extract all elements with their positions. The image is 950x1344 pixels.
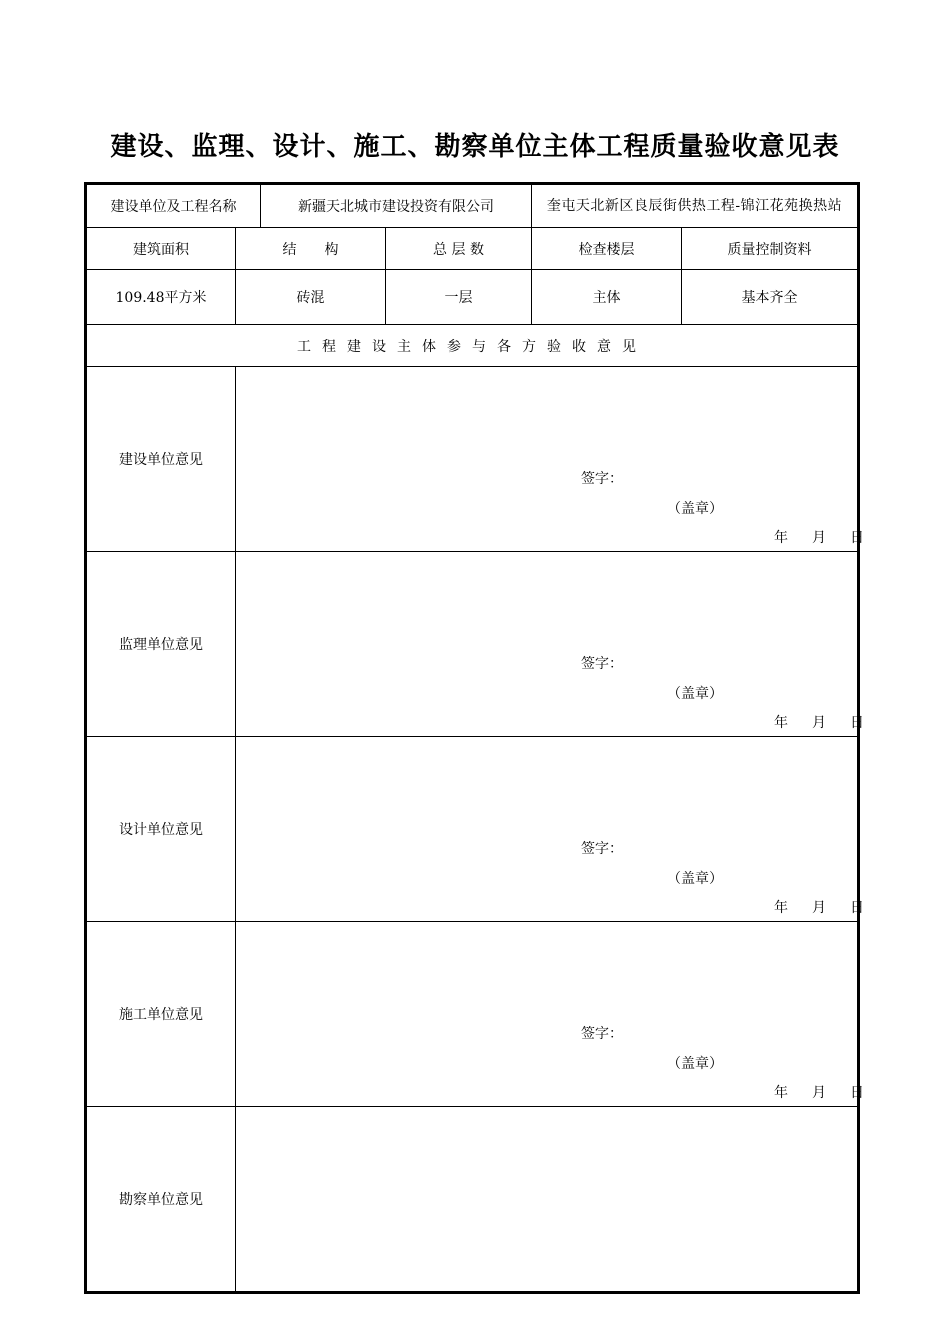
month-label: 月 — [812, 900, 826, 916]
value-area: 109.48平方米 — [87, 270, 236, 325]
month-label: 月 — [812, 530, 826, 546]
value-floors: 一层 — [386, 270, 532, 325]
seal-label: （盖章） — [667, 501, 723, 517]
seal-label: （盖章） — [667, 871, 723, 887]
header-area: 建筑面积 — [87, 228, 236, 270]
opinion-row — [87, 1107, 858, 1292]
month-label: 月 — [812, 715, 826, 731]
seal-label: （盖章） — [667, 1056, 723, 1072]
section-header: 工程建设主体参与各方验收意见 — [87, 325, 858, 367]
value-quality-docs: 基本齐全 — [682, 270, 858, 325]
opinion-label: 建设单位意见 — [87, 367, 236, 552]
unit-project-label: 建设单位及工程名称 — [87, 185, 261, 228]
day-label: 日 — [850, 1085, 864, 1101]
opinion-cell[interactable] — [236, 367, 864, 552]
opinion-cell[interactable] — [236, 552, 864, 737]
opinion-cell[interactable] — [236, 1107, 858, 1292]
opinion-label: 勘察单位意见 — [87, 1107, 236, 1292]
year-label: 年 — [774, 900, 788, 916]
sign-label: 签字： — [581, 471, 623, 487]
year-label: 年 — [774, 1085, 788, 1101]
month-label: 月 — [812, 1085, 826, 1101]
sign-label: 签字： — [581, 656, 623, 672]
opinion-cell[interactable] — [236, 922, 864, 1107]
opinion-row — [87, 737, 858, 922]
date-label — [774, 712, 864, 732]
opinion-label: 监理单位意见 — [87, 552, 236, 737]
header-inspected-floor: 检查楼层 — [532, 228, 682, 270]
day-label: 日 — [850, 900, 864, 916]
date-label — [774, 527, 864, 547]
date-label — [774, 1082, 864, 1102]
day-label: 日 — [850, 530, 864, 546]
opinion-row — [87, 367, 858, 552]
table-row — [87, 325, 858, 367]
header-floors: 总 层 数 — [386, 228, 532, 270]
day-label: 日 — [850, 715, 864, 731]
opinion-label: 设计单位意见 — [87, 737, 236, 922]
opinion-row — [87, 922, 858, 1107]
opinion-row — [87, 552, 858, 737]
header-structure: 结 构 — [236, 228, 386, 270]
page-title: 建设、监理、设计、施工、勘察单位主体工程质量验收意见表 — [110, 132, 840, 162]
acceptance-form — [85, 183, 864, 1208]
opinion-label: 施工单位意见 — [87, 922, 236, 1107]
sign-label: 签字： — [581, 841, 623, 857]
header-quality-docs: 质量控制资料 — [682, 228, 858, 270]
acceptance-table — [86, 184, 864, 1292]
opinion-cell[interactable] — [236, 737, 864, 922]
seal-label: （盖章） — [667, 686, 723, 702]
company-name: 新疆天北城市建设投资有限公司 — [261, 185, 532, 228]
year-label: 年 — [774, 715, 788, 731]
table-row — [87, 270, 858, 325]
table-row — [87, 185, 858, 228]
year-label: 年 — [774, 530, 788, 546]
value-structure: 砖混 — [236, 270, 386, 325]
table-row — [87, 228, 858, 270]
date-label — [774, 897, 864, 917]
project-name: 奎屯天北新区良辰街供热工程-锦江花苑换热站 — [532, 185, 858, 228]
sign-label: 签字： — [581, 1026, 623, 1042]
value-inspected-floor: 主体 — [532, 270, 682, 325]
